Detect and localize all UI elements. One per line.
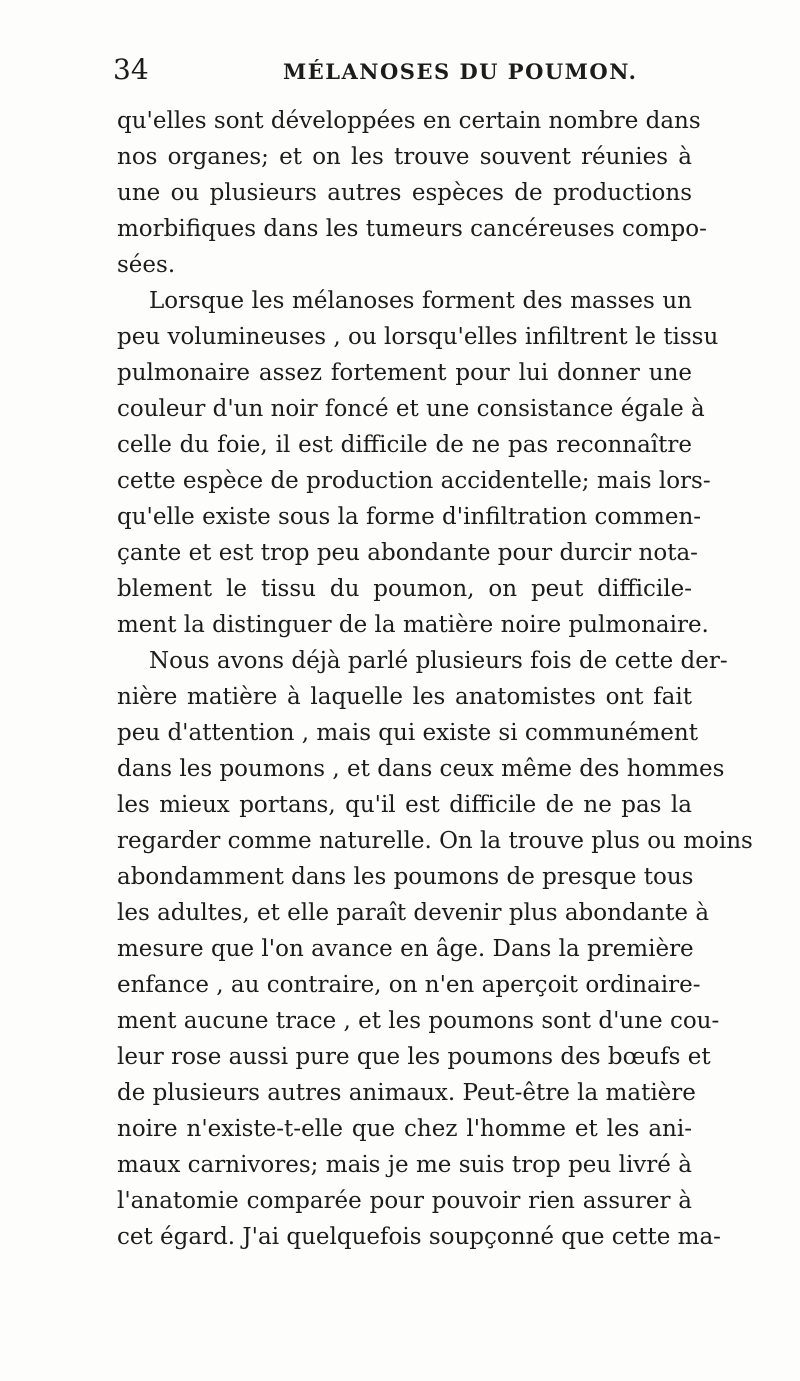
paragraph-start-line: Lorsque les mélanoses forment des masses un	[149, 288, 692, 314]
text-line: ment la distinguer de la matière noire pulmonaire.	[117, 612, 709, 638]
text-line: enfance , au contraire, on n'en aperçoit ordinaire-	[117, 972, 701, 998]
text-line: couleur d'un noir foncé et une consistance égale à	[117, 396, 705, 422]
text-line: çante et est trop peu abondante pour durcir nota-	[117, 540, 698, 566]
text-line: peu volumineuses , ou lorsqu'elles infiltrent le tissu	[117, 324, 719, 350]
text-line: dans les poumons , et dans ceux même des hommes	[117, 756, 725, 782]
text-line: qu'elles sont développées en certain nombre dans	[117, 108, 701, 134]
text-line: leur rose aussi pure que les poumons des bœufs et	[117, 1044, 711, 1070]
text-line: sées.	[117, 252, 176, 278]
text-line: une ou plusieurs autres espèces de productions	[117, 180, 692, 206]
text-line: maux carnivores; mais je me suis trop peu livré à	[117, 1152, 692, 1178]
text-line: l'anatomie comparée pour pouvoir rien assurer à	[117, 1188, 692, 1214]
paragraph-start-line: Nous avons déjà parlé plusieurs fois de cette der-	[149, 648, 728, 674]
text-line: celle du foie, il est difficile de ne pas reconnaître	[117, 432, 692, 458]
text-line: ment aucune trace , et les poumons sont d'une cou-	[117, 1008, 720, 1034]
text-line: cette espèce de production accidentelle; mais lors-	[117, 468, 711, 494]
text-line: abondamment dans les poumons de presque tous	[117, 864, 694, 890]
running-head: MÉLANOSES DU POUMON.	[283, 59, 638, 84]
text-line: noire n'existe-t-elle que chez l'homme et les ani-	[117, 1116, 692, 1142]
text-line: de plusieurs autres animaux. Peut-être la matière	[117, 1080, 696, 1106]
text-line: mesure que l'on avance en âge. Dans la première	[117, 936, 694, 962]
text-line: morbifiques dans les tumeurs cancéreuses compo-	[117, 216, 707, 242]
text-line: nos organes; et on les trouve souvent réunies à	[117, 144, 692, 170]
text-line: pulmonaire assez fortement pour lui donner une	[117, 360, 692, 386]
page-number: 34	[113, 53, 149, 86]
text-line: qu'elle existe sous la forme d'infiltration commen-	[117, 504, 702, 530]
text-line: blement le tissu du poumon, on peut difficile-	[117, 576, 692, 602]
text-line: nière matière à laquelle les anatomistes ont fait	[117, 684, 692, 710]
text-line: les adultes, et elle paraît devenir plus abondante à	[117, 900, 710, 926]
text-line: cet égard. J'ai quelquefois soupçonné que cette ma-	[117, 1224, 721, 1250]
text-line: regarder comme naturelle. On la trouve plus ou moins	[117, 828, 753, 854]
page-header	[0, 50, 800, 90]
text-line: les mieux portans, qu'il est difficile de ne pas la	[117, 792, 692, 818]
text-line: peu d'attention , mais qui existe si communément	[117, 720, 698, 746]
